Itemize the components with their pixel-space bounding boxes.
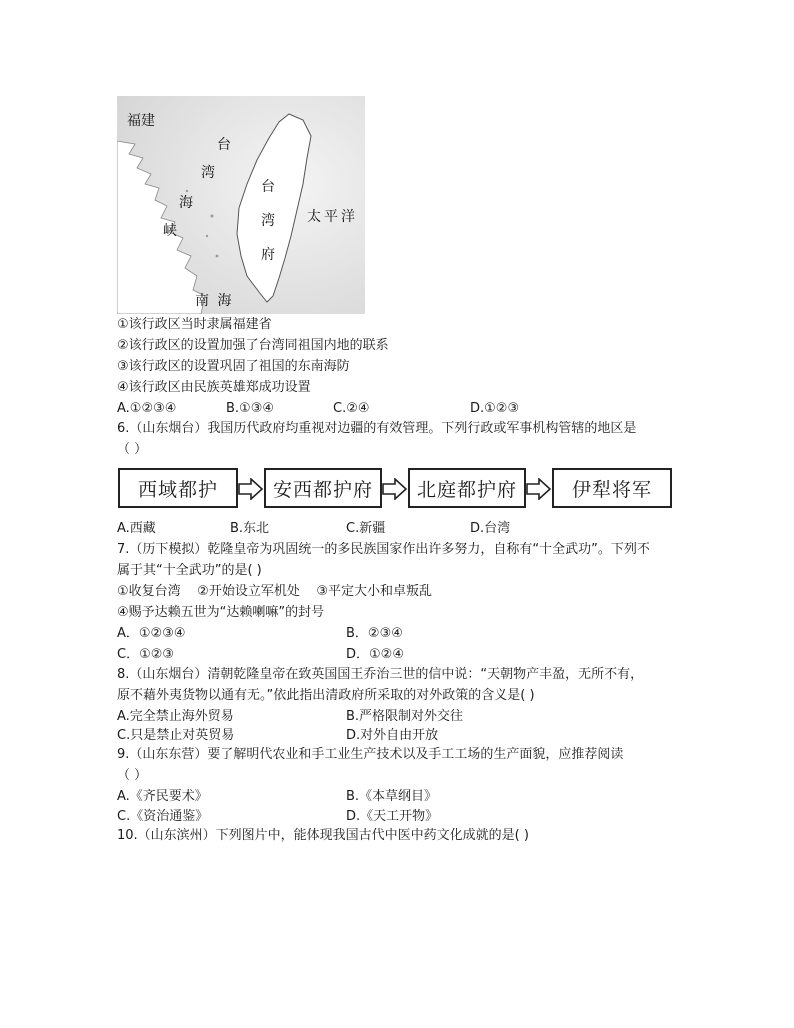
q10-stem: 10.（山东滨州）下列图片中，能体现我国古代中医中药文化成就的是( ) <box>117 828 529 843</box>
q6-option-b: B.东北 <box>230 521 270 536</box>
flow-box-beiting: 北庭都护府 <box>408 468 526 508</box>
q8-option-d: D.对外自由开放 <box>346 728 439 743</box>
q5-item: ②该行政区的设置加强了台湾同祖国内地的联系 <box>117 338 389 353</box>
q9-stem: 9.（山东东营）要了解明代农业和手工业生产技术以及手工工场的生产面貌，应推荐阅读 <box>117 747 624 762</box>
q6-stem: 6.（山东烟台）我国历代政府均重视对边疆的有效管理。下列行政或军事机构管辖的地区是 <box>117 421 637 436</box>
strait-char: 海 <box>179 195 193 211</box>
q7-option-a: A．①②③④ <box>117 626 186 641</box>
q6-option-d: D.台湾 <box>470 521 511 536</box>
q9-option-a: A.《齐民要术》 <box>117 789 208 804</box>
q6-option-a: A.西藏 <box>117 521 156 536</box>
prefecture-char: 台 <box>261 179 275 195</box>
label-pacific: 太平洋 <box>307 209 358 225</box>
taiwan-map <box>117 96 365 314</box>
flow-box-yili: 伊犁将军 <box>552 468 672 508</box>
q7-items-cont: ④赐予达赖五世为“达赖喇嘛”的封号 <box>117 605 325 620</box>
prefecture-char: 府 <box>261 247 275 263</box>
q6-stem-cont: （ ） <box>117 442 148 457</box>
strait-char: 台 <box>217 137 231 153</box>
q8-option-a: A.完全禁止海外贸易 <box>117 709 234 724</box>
q8-option-c: C.只是禁止对英贸易 <box>117 728 235 743</box>
q8-stem-cont: 原不藉外夷货物以通有无。”依此指出清政府所采取的对外政策的含义是( ) <box>117 688 535 703</box>
q7-items: ①收复台湾 ②开始设立军机处 ③平定大小和卓叛乱 <box>117 584 433 599</box>
strait-char: 峡 <box>163 223 177 239</box>
flow-arrow-icon <box>382 478 408 500</box>
island <box>216 255 219 258</box>
q6-option-c: C.新疆 <box>346 521 386 536</box>
q5-option-c: C.②④ <box>333 401 370 416</box>
q7-option-d: D．①②④ <box>346 647 404 662</box>
q9-option-c: C.《资治通鉴》 <box>117 809 209 824</box>
q8-option-b: B.严格限制对外交往 <box>346 709 464 724</box>
strait-char: 湾 <box>201 165 215 181</box>
label-fujian: 福建 <box>127 113 155 129</box>
q7-stem: 7.（历下模拟）乾隆皇帝为巩固统一的多民族国家作出许多努力，自称有“十全武功”。下列不 <box>117 542 650 557</box>
q5-option-a: A.①②③④ <box>117 401 177 416</box>
label-south-sea: 南 海 <box>195 293 234 309</box>
prefecture-char: 湾 <box>261 213 275 229</box>
q5-item: ④该行政区由民族英雄郑成功设置 <box>117 380 311 395</box>
q8-stem: 8.（山东烟台）清朝乾隆皇帝在致英国国王乔治三世的信中说：“天朝物产丰盈，无所不有， <box>117 667 644 682</box>
q9-option-d: D.《天工开物》 <box>346 809 439 824</box>
q9-stem-cont: （ ） <box>117 768 148 783</box>
q5-item: ③该行政区的设置巩固了祖国的东南海防 <box>117 359 350 374</box>
flow-box-xiyu: 西域都护 <box>118 468 238 508</box>
q5-option-b: B.①③④ <box>226 401 275 416</box>
q7-option-b: B．②③④ <box>346 626 403 641</box>
q5-option-d: D.①②③ <box>470 401 520 416</box>
flow-arrow-icon <box>238 478 264 500</box>
island <box>206 235 208 237</box>
q7-option-c: C．①②③ <box>117 647 175 662</box>
island <box>211 215 214 218</box>
flow-box-anxi: 安西都护府 <box>264 468 382 508</box>
q7-stem-cont: 属于其“十全武功”的是( ) <box>117 563 262 578</box>
flow-arrow-icon <box>526 478 552 500</box>
q9-option-b: B.《本草纲目》 <box>346 789 438 804</box>
q5-item: ①该行政区当时隶属福建省 <box>117 317 272 332</box>
